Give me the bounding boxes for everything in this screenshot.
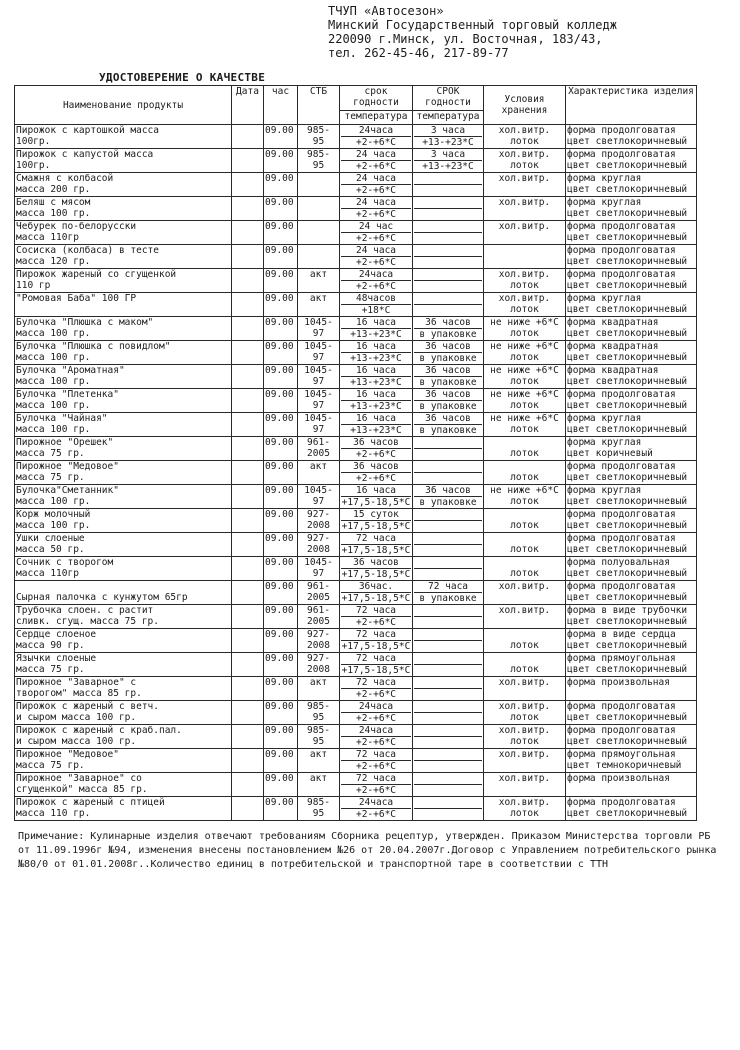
table-row — [15, 221, 697, 245]
cell-name: Сосиска (колбаса) в тесте масса 120 гр. — [15, 245, 232, 269]
cell-shelf2: 36 часов в упаковке — [413, 413, 484, 437]
cell-date — [232, 269, 264, 293]
cell-characteristic: форма продолговатая цвет светлокоричневый — [566, 701, 697, 725]
cell-stb: акт — [298, 293, 340, 317]
table-row — [15, 197, 697, 221]
cell-shelf2: 72 часа в упаковке — [413, 581, 484, 605]
cell-stb: 1045- 97 — [298, 317, 340, 341]
cell-characteristic: форма полуовальная цвет светлокоричневый — [566, 557, 697, 581]
cell-stb: 985- 95 — [298, 725, 340, 749]
cell-shelf1: 24 часа +2-+6*С — [340, 149, 413, 173]
cell-shelf2 — [413, 773, 484, 797]
cell-date — [232, 173, 264, 197]
cell-shelf1: 24часа +2-+6*С — [340, 725, 413, 749]
cell-shelf2 — [413, 245, 484, 269]
cell-stb: 961- 2005 — [298, 437, 340, 461]
cell-shelf2: 36 часов в упаковке — [413, 485, 484, 509]
table-row — [15, 605, 697, 629]
cell-name: Сердце слоеное масса 90 гр. — [15, 629, 232, 653]
cell-stb — [298, 221, 340, 245]
cell-date — [232, 677, 264, 701]
table-row — [15, 701, 697, 725]
table-row — [15, 293, 697, 317]
cell-shelf2 — [413, 269, 484, 293]
cell-stb: акт — [298, 461, 340, 485]
cell-characteristic: форма продолговатая цвет светлокоричневый — [566, 245, 697, 269]
cell-date — [232, 341, 264, 365]
cell-conditions: хол.витр. — [484, 773, 566, 797]
cell-time: 09.00 — [264, 413, 298, 437]
cell-conditions: хол.витр. лоток — [484, 269, 566, 293]
cell-date — [232, 701, 264, 725]
cell-date — [232, 413, 264, 437]
cell-name: Чебурек по-белорусски масса 110гр — [15, 221, 232, 245]
cell-date — [232, 149, 264, 173]
cell-shelf1: 16 часа +13-+23*С — [340, 413, 413, 437]
org-name: ТЧУП «Автосезон» — [328, 4, 444, 18]
header-stb: СТБ — [298, 86, 340, 125]
cell-shelf2: 3 часа +13-+23*С — [413, 125, 484, 149]
cell-name: Пирожок с картошкой масса 100гр. — [15, 125, 232, 149]
cell-conditions: не ниже +6*С лоток — [484, 317, 566, 341]
cell-conditions: не ниже +6*С лоток — [484, 413, 566, 437]
cell-date — [232, 653, 264, 677]
cell-characteristic: форма продолговатая цвет светлокоричневый — [566, 725, 697, 749]
cell-shelf1: 24часа +2-+6*С — [340, 701, 413, 725]
cell-stb: 961- 2005 — [298, 581, 340, 605]
cell-conditions: хол.витр. лоток — [484, 125, 566, 149]
cell-shelf1: 36 часов +2-+6*С — [340, 437, 413, 461]
cell-shelf1: 72 часа +2-+6*С — [340, 605, 413, 629]
cell-name: "Ромовая Баба" 100 ГР — [15, 293, 232, 317]
table-row — [15, 173, 697, 197]
cell-shelf1: 24часа +2-+6*С — [340, 125, 413, 149]
cell-time: 09.00 — [264, 125, 298, 149]
table-row — [15, 725, 697, 749]
cell-characteristic: форма квадратная цвет светлокоричневый — [566, 341, 697, 365]
cell-time: 09.00 — [264, 653, 298, 677]
cell-time: 09.00 — [264, 245, 298, 269]
table-row — [15, 389, 697, 413]
cell-date — [232, 581, 264, 605]
cell-characteristic: форма продолговатая цвет светлокоричневый — [566, 533, 697, 557]
cell-characteristic: форма в виде трубочки цвет светлокоричневый — [566, 605, 697, 629]
cell-characteristic: форма произвольная — [566, 677, 697, 701]
table-row — [15, 269, 697, 293]
header-shelf2: СРОК годности температура — [413, 86, 484, 125]
cell-date — [232, 437, 264, 461]
cell-characteristic: форма продолговатая цвет светлокоричневый — [566, 269, 697, 293]
cell-date — [232, 125, 264, 149]
cell-characteristic: форма продолговатая цвет светлокоричневый — [566, 461, 697, 485]
cell-shelf1: 72 часа +2-+6*С — [340, 677, 413, 701]
table-row — [15, 773, 697, 797]
cell-time: 09.00 — [264, 437, 298, 461]
cell-time: 09.00 — [264, 341, 298, 365]
cell-shelf2 — [413, 197, 484, 221]
header-date: Дата — [232, 86, 264, 125]
table-row — [15, 245, 697, 269]
cell-name: Корж молочный масса 100 гр. — [15, 509, 232, 533]
cell-stb: 1045- 97 — [298, 413, 340, 437]
cell-shelf2: 36 часов в упаковке — [413, 389, 484, 413]
cell-characteristic: форма продолговатая цвет светлокоричневый — [566, 389, 697, 413]
table-row — [15, 461, 697, 485]
cell-shelf2 — [413, 221, 484, 245]
cell-name: Булочка "Плюшка с повидлом" масса 100 гр. — [15, 341, 232, 365]
cell-conditions: лоток — [484, 533, 566, 557]
cell-time: 09.00 — [264, 749, 298, 773]
cell-time: 09.00 — [264, 677, 298, 701]
cell-shelf2 — [413, 461, 484, 485]
college-name: Минский Государственный торговый колледж — [328, 18, 617, 32]
cell-characteristic: форма круглая цвет коричневый — [566, 437, 697, 461]
cell-conditions: хол.витр. — [484, 749, 566, 773]
cell-shelf2 — [413, 701, 484, 725]
cell-date — [232, 533, 264, 557]
cell-time: 09.00 — [264, 317, 298, 341]
cell-stb: 927- 2008 — [298, 629, 340, 653]
cell-name: Булочка "Ароматная" масса 100 гр. — [15, 365, 232, 389]
cell-name: Булочка "Плюшка с маком" масса 100 гр. — [15, 317, 232, 341]
cell-name: Смажня с колбасой масса 200 гр. — [15, 173, 232, 197]
cell-shelf1: 24 час +2-+6*С — [340, 221, 413, 245]
cell-time: 09.00 — [264, 581, 298, 605]
cell-shelf2 — [413, 749, 484, 773]
cell-time: 09.00 — [264, 701, 298, 725]
cell-shelf1: 36час. +17,5-18,5*С — [340, 581, 413, 605]
table-row — [15, 317, 697, 341]
cell-time: 09.00 — [264, 269, 298, 293]
cell-time: 09.00 — [264, 461, 298, 485]
cell-conditions: хол.витр. лоток — [484, 797, 566, 821]
cell-date — [232, 773, 264, 797]
cell-conditions: хол.витр. — [484, 197, 566, 221]
cell-name: Сочник с творогом масса 110гр — [15, 557, 232, 581]
cell-shelf2: 36 часов в упаковке — [413, 317, 484, 341]
cell-conditions: не ниже +6*С лоток — [484, 365, 566, 389]
cell-shelf2 — [413, 677, 484, 701]
cell-name: Беляш с мясом масса 100 гр. — [15, 197, 232, 221]
cell-conditions: хол.витр. — [484, 677, 566, 701]
cell-shelf1: 15 суток +17,5-18,5*С — [340, 509, 413, 533]
cell-date — [232, 317, 264, 341]
cell-date — [232, 509, 264, 533]
cell-stb: 1045- 97 — [298, 389, 340, 413]
cell-shelf2 — [413, 437, 484, 461]
cell-characteristic: форма круглая цвет светлокоричневый — [566, 197, 697, 221]
cell-name: Пирожное "Медовое" масса 75 гр. — [15, 749, 232, 773]
cell-name: Сырная палочка с кунжутом 65гр — [15, 581, 232, 605]
cell-stb — [298, 197, 340, 221]
address: 220090 г.Минск, ул. Восточная, 183/43, — [328, 32, 603, 46]
cell-date — [232, 365, 264, 389]
table-row — [15, 581, 697, 605]
cell-shelf2: 3 часа +13-+23*С — [413, 149, 484, 173]
cell-time: 09.00 — [264, 725, 298, 749]
header-name: Наименование продукты — [15, 86, 232, 125]
table-row — [15, 797, 697, 821]
cell-shelf1: 72 часа +17,5-18,5*С — [340, 533, 413, 557]
cell-characteristic: форма квадратная цвет светлокоричневый — [566, 365, 697, 389]
cell-characteristic: форма круглая цвет светлокоричневый — [566, 413, 697, 437]
cell-shelf2 — [413, 629, 484, 653]
cell-date — [232, 797, 264, 821]
table-row — [15, 341, 697, 365]
cell-stb — [298, 245, 340, 269]
cell-conditions: хол.витр. лоток — [484, 725, 566, 749]
footnote: Примечание: Кулинарные изделия отвечают требованиям Сборника рецептур, утвержден. Приказом Министерства торговли РБ от 11.09.1996г №94, изменения внесены постановлением №26 от 20.04.2007г.Договор с Управлением потребительского рынка №80/0 от 01.01.2008г..Количество единиц в потребительской и транспортной таре в соответствии с ТТН — [18, 831, 717, 870]
cell-conditions — [484, 245, 566, 269]
cell-name: Ушки слоеные масса 50 гр. — [15, 533, 232, 557]
cell-shelf1: 24 часа +2-+6*С — [340, 245, 413, 269]
table-row — [15, 653, 697, 677]
cell-conditions: не ниже +6*С лоток — [484, 341, 566, 365]
cell-shelf2: 36 часов в упаковке — [413, 365, 484, 389]
cell-characteristic: форма продолговатая цвет светлокоричневый — [566, 797, 697, 821]
cell-conditions: хол.витр. лоток — [484, 149, 566, 173]
cell-stb: 961- 2005 — [298, 605, 340, 629]
cell-shelf1: 36 часов +17,5-18,5*С — [340, 557, 413, 581]
table-row — [15, 365, 697, 389]
cell-date — [232, 629, 264, 653]
cell-name: Булочка"Сметанник" масса 100 гр. — [15, 485, 232, 509]
cell-date — [232, 221, 264, 245]
cell-name: Пирожное "Медовое" масса 75 гр. — [15, 461, 232, 485]
cell-time: 09.00 — [264, 509, 298, 533]
cell-stb: 1045- 97 — [298, 341, 340, 365]
cell-conditions: лоток — [484, 629, 566, 653]
header-characteristic: Характеристика изделия — [566, 86, 697, 125]
cell-conditions: хол.витр. — [484, 581, 566, 605]
cell-time: 09.00 — [264, 365, 298, 389]
cell-time: 09.00 — [264, 173, 298, 197]
table-row — [15, 629, 697, 653]
cell-conditions: хол.витр. — [484, 605, 566, 629]
cell-name: Пирожное "Заварное" со сгущенкой" масса 85 гр. — [15, 773, 232, 797]
cell-stb: 1045- 97 — [298, 557, 340, 581]
cell-characteristic: форма продолговатая цвет светлокоричневый — [566, 125, 697, 149]
cell-shelf1: 72 часа +17,5-18,5*С — [340, 629, 413, 653]
cell-stb: 927- 2008 — [298, 653, 340, 677]
cell-conditions: хол.витр. лоток — [484, 701, 566, 725]
cell-name: Пирожок с жареный с краб.пал. и сыром масса 100 гр. — [15, 725, 232, 749]
table-row — [15, 509, 697, 533]
table-row — [15, 749, 697, 773]
cell-name: Язычки слоеные масса 75 гр. — [15, 653, 232, 677]
cell-shelf2 — [413, 653, 484, 677]
cell-time: 09.00 — [264, 389, 298, 413]
table-row — [15, 485, 697, 509]
table-row — [15, 149, 697, 173]
cell-shelf1: 16 часа +13-+23*С — [340, 341, 413, 365]
cell-characteristic: форма продолговатая цвет светлокоричневый — [566, 221, 697, 245]
cell-conditions: лоток — [484, 653, 566, 677]
cell-shelf1: 72 часа +2-+6*С — [340, 773, 413, 797]
cell-shelf2 — [413, 797, 484, 821]
table-row — [15, 125, 697, 149]
cell-shelf1: 48часов +18*С — [340, 293, 413, 317]
cell-stb: акт — [298, 773, 340, 797]
cell-shelf2 — [413, 509, 484, 533]
cell-date — [232, 605, 264, 629]
cell-stb — [298, 173, 340, 197]
header-shelf1: срок годности температура — [340, 86, 413, 125]
cell-shelf2 — [413, 293, 484, 317]
cell-name: Пирожок жареный со сгущенкой 110 гр — [15, 269, 232, 293]
cell-shelf2 — [413, 557, 484, 581]
cell-characteristic: форма произвольная — [566, 773, 697, 797]
cell-characteristic: форма продолговатая цвет светлокоричневый — [566, 581, 697, 605]
cell-shelf2: 36 часов в упаковке — [413, 341, 484, 365]
cell-stb: 927- 2008 — [298, 509, 340, 533]
cell-characteristic: форма продолговатая цвет светлокоричневый — [566, 149, 697, 173]
table-row — [15, 413, 697, 437]
cell-shelf1: 24часа +2-+6*С — [340, 269, 413, 293]
header-conditions: Условия хранения — [484, 86, 566, 125]
cell-stb: 1045- 97 — [298, 365, 340, 389]
cell-shelf1: 16 часа +17,5-18,5*С — [340, 485, 413, 509]
cell-date — [232, 389, 264, 413]
cell-shelf1: 72 часа +2-+6*С — [340, 749, 413, 773]
cell-stb: акт — [298, 677, 340, 701]
cell-time: 09.00 — [264, 629, 298, 653]
cell-name: Пирожное "Орешек" масса 75 гр. — [15, 437, 232, 461]
cell-date — [232, 461, 264, 485]
quality-table — [14, 85, 697, 821]
cell-date — [232, 245, 264, 269]
cell-conditions: не ниже +6*С лоток — [484, 389, 566, 413]
phones: тел. 262-45-46, 217-89-77 — [328, 46, 509, 60]
cell-date — [232, 725, 264, 749]
cell-stb: 985- 95 — [298, 149, 340, 173]
table-row — [15, 557, 697, 581]
table-row — [15, 437, 697, 461]
cell-conditions: лоток — [484, 437, 566, 461]
cell-conditions: лоток — [484, 461, 566, 485]
cell-characteristic: форма прямоугольная цвет светлокоричневый — [566, 653, 697, 677]
cell-shelf2 — [413, 173, 484, 197]
cell-characteristic: форма в виде сердца цвет светлокоричневый — [566, 629, 697, 653]
cell-shelf1: 16 часа +13-+23*С — [340, 365, 413, 389]
cell-shelf2 — [413, 533, 484, 557]
cell-name: Пирожок с жареный с птицей масса 110 гр. — [15, 797, 232, 821]
cell-stb: 985- 95 — [298, 125, 340, 149]
cell-time: 09.00 — [264, 197, 298, 221]
document-title: УДОСТОВЕРЕНИЕ О КАЧЕСТВЕ — [99, 71, 266, 84]
cell-shelf1: 24часа +2-+6*С — [340, 797, 413, 821]
cell-name: Трубочка слоен. с растит сливк. сгущ. масса 75 гр. — [15, 605, 232, 629]
cell-time: 09.00 — [264, 149, 298, 173]
cell-conditions: хол.витр. лоток — [484, 293, 566, 317]
cell-shelf1: 24 часа +2-+6*С — [340, 173, 413, 197]
cell-stb: 985- 95 — [298, 701, 340, 725]
cell-date — [232, 293, 264, 317]
cell-characteristic: форма продолговатая цвет светлокоричневый — [566, 509, 697, 533]
cell-date — [232, 197, 264, 221]
cell-time: 09.00 — [264, 605, 298, 629]
cell-shelf1: 16 часа +13-+23*С — [340, 389, 413, 413]
cell-characteristic: форма прямоугольная цвет темнокоричневый — [566, 749, 697, 773]
cell-date — [232, 485, 264, 509]
cell-name: Пирожное "Заварное" с творогом" масса 85 гр. — [15, 677, 232, 701]
cell-name: Пирожок с жареный с ветч. и сыром масса 100 гр. — [15, 701, 232, 725]
table-row — [15, 677, 697, 701]
cell-shelf1: 36 часов +2-+6*С — [340, 461, 413, 485]
cell-characteristic: форма квадратная цвет светлокоричневый — [566, 317, 697, 341]
table-row — [15, 533, 697, 557]
cell-time: 09.00 — [264, 797, 298, 821]
cell-date — [232, 557, 264, 581]
cell-stb: 927- 2008 — [298, 533, 340, 557]
cell-time: 09.00 — [264, 221, 298, 245]
cell-name: Пирожок с капустой масса 100гр. — [15, 149, 232, 173]
cell-date — [232, 749, 264, 773]
cell-shelf2 — [413, 725, 484, 749]
cell-conditions: хол.витр. — [484, 221, 566, 245]
cell-conditions: лоток — [484, 557, 566, 581]
cell-conditions: хол.витр. — [484, 173, 566, 197]
cell-characteristic: форма круглая цвет светлокоричневый — [566, 293, 697, 317]
cell-time: 09.00 — [264, 293, 298, 317]
cell-shelf1: 72 часа +17,5-18,5*С — [340, 653, 413, 677]
cell-conditions: лоток — [484, 509, 566, 533]
cell-stb: 1045- 97 — [298, 485, 340, 509]
cell-conditions: не ниже +6*С лоток — [484, 485, 566, 509]
cell-time: 09.00 — [264, 533, 298, 557]
cell-stb: акт — [298, 269, 340, 293]
cell-time: 09.00 — [264, 557, 298, 581]
cell-time: 09.00 — [264, 773, 298, 797]
cell-stb: 985- 95 — [298, 797, 340, 821]
cell-time: 09.00 — [264, 485, 298, 509]
header-time: час — [264, 86, 298, 125]
cell-characteristic: форма круглая цвет светлокоричневый — [566, 485, 697, 509]
cell-characteristic: форма круглая цвет светлокоричневый — [566, 173, 697, 197]
cell-name: Булочка "Чайная" масса 100 гр. — [15, 413, 232, 437]
cell-shelf1: 16 часа +13-+23*С — [340, 317, 413, 341]
cell-stb: акт — [298, 749, 340, 773]
cell-shelf2 — [413, 605, 484, 629]
org-header — [328, 4, 728, 60]
cell-name: Булочка "Плетенка" масса 100 гр. — [15, 389, 232, 413]
cell-shelf1: 24 часа +2-+6*С — [340, 197, 413, 221]
